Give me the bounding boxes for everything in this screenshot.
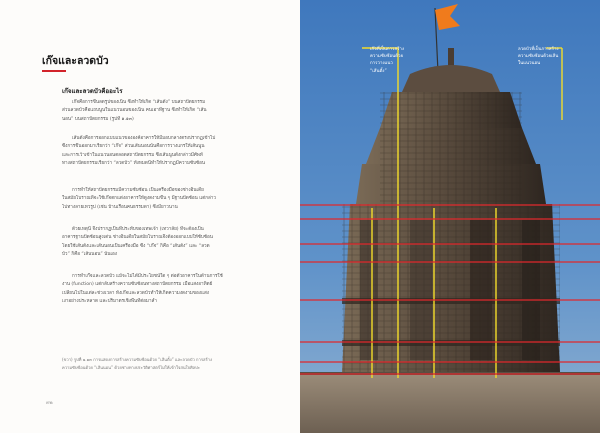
paragraph-line: ไปทางลายเทวรูป (เช่น บ้านเรือนคนธรรมดา) ซึ่งมียาวนาน [62, 204, 178, 210]
paragraph-line: เปลี่ยนไปในแต่ละช่วงเวลา ทั้งเก๊จและลวดบัวทำให้เกิดความงดงามของแสง [62, 290, 210, 296]
paragraph-line: เส้นตั้งคือการออกแบบแนวขององค์อาคารให้มีมอบกลางตรงปรากฏเข้าไป [72, 136, 216, 141]
paragraph-line: และการเว้าเข้าในแนวนอนตลอดสถาปัตยกรรม ซึ่งเส้นนูนดังกล่าวมีศัพท์ [62, 152, 203, 158]
paragraph-line: เก๊จคือการขึ้นลดรูปของเนิน ซึ่งทำให้เกิด “เส้นตั้ง” บนสถาปัตยกรรม [72, 100, 206, 105]
paragraph-2 [62, 135, 270, 169]
paragraph-3 [62, 187, 270, 212]
paragraph-line: ในสมัยโบราณที่จะใช้เก๊จตกแต่งอาคารให้ดูงดงามขึ้น ๆ มีฐานปัดซ้อน แต่กล่าว [62, 196, 216, 202]
callout-horizontal-lines [518, 46, 559, 68]
callout-line: การวางแนว [370, 61, 393, 67]
paragraph-1 [62, 99, 270, 124]
temple-body [342, 204, 560, 372]
figure-caption [62, 356, 272, 371]
callout-line: ความซับซ้อนด้วย [370, 54, 404, 60]
paragraph-line: ด้วยเหตุนี้ จึงปรากฏเป็นที่ประทับของเทพเจ้า (เทวาลัย) ที่จะต้องเป็น [72, 227, 204, 232]
right-page-photo [300, 0, 600, 433]
callout-line: ลวดบัวที่เป็นการสร้าง [518, 47, 559, 52]
paragraph-line: ส่วนลวดบัวคือแถบนูนในแนวนอนของเนิน คนเอาที่ฐาน ซึ่งทำให้เกิด “เส้น [62, 108, 207, 114]
callout-vertical-lines [370, 46, 404, 75]
title-underline [42, 70, 66, 72]
section-heading: เก๊จและลวดบัวคืออะไร [62, 88, 123, 95]
callout-line: เก๊จที่เป็นการสร้าง [370, 47, 405, 52]
callout-line: ความซับซ้อนด้วยเส้น [518, 54, 559, 60]
caption-line: ความซับซ้อนด้วย “เส้นนอน” ด้วยช่างทางประวัติศาสตร์ไม่ให้เข้าใจสนใจศิลปะ [62, 364, 200, 370]
ground [300, 372, 600, 433]
paragraph-line: อาคารฐานปัดซ้อนสูงเด่น ช่างอินเดียในสมัยโบราณจึงต้องออกแบบให้ซับซ้อน [62, 235, 213, 241]
paragraph-5 [62, 273, 270, 307]
page-number: ๓๒ [46, 400, 53, 406]
paragraph-line: เงาอย่างประหลาด และปริมาตรเชิงพื้นที่ต่อมาล้ำ [62, 299, 157, 305]
paragraph-line: นอน” บนสถาปัตยกรรม (รูปที่ ๑.๑๓) [62, 116, 134, 122]
callout-line: ในแนวนอน [518, 61, 541, 67]
caption-line: (ขวา) รูปที่ ๑.๑๓ การแสดงการสร้างความซับซ้อนด้วย “เส้นตั้ง” และลวดบัว การสร้าง [62, 357, 213, 362]
paragraph-line: การทำให้สถาปัตยกรรมมีความซับซ้อน เป็นเครื่องมือของช่างอินเดีย [72, 188, 204, 193]
paragraph-line: งาน (function) แต่กลับสร้างความซับซ้อนทางสถาปัตยกรรม เมื่อแสงอาทิตย์ [62, 282, 213, 288]
paragraph-4 [62, 226, 270, 260]
paragraph-line: การทำเก๊จและลวดบัว แม้จะไม่ได้มีประโยชน์ใด ๆ ต่อตัวอาคารในด้านการใช้ [72, 274, 223, 279]
page-title: เก๊จและลวดบัว [42, 55, 109, 67]
paragraph-line: ทางสถาปัตยกรรมเรียกว่า “ลวดบัว” ทั้งหมดนี้ทำให้ปรากฏมีความซับซ้อน [62, 161, 206, 167]
paragraph-line: ซึ่งการขึ้นออกมาเรียกว่า “เก๊จ” ส่วนเส้นนอนนั้นคือการวางแกรให้เส้นนูน [62, 144, 205, 150]
paragraph-line: โดยใช้เส้นตั้งและเส้นนอนเป็นเครื่องมือ ซึ่ง “เก๊จ” ก็คือ “เส้นตั้ง” และ “ลวด [62, 243, 210, 249]
callout-line: “เส้นตั้ง” [370, 68, 387, 74]
paragraph-line: บัว” ก็คือ “เส้นนอน” นั่นเอง [62, 252, 118, 258]
